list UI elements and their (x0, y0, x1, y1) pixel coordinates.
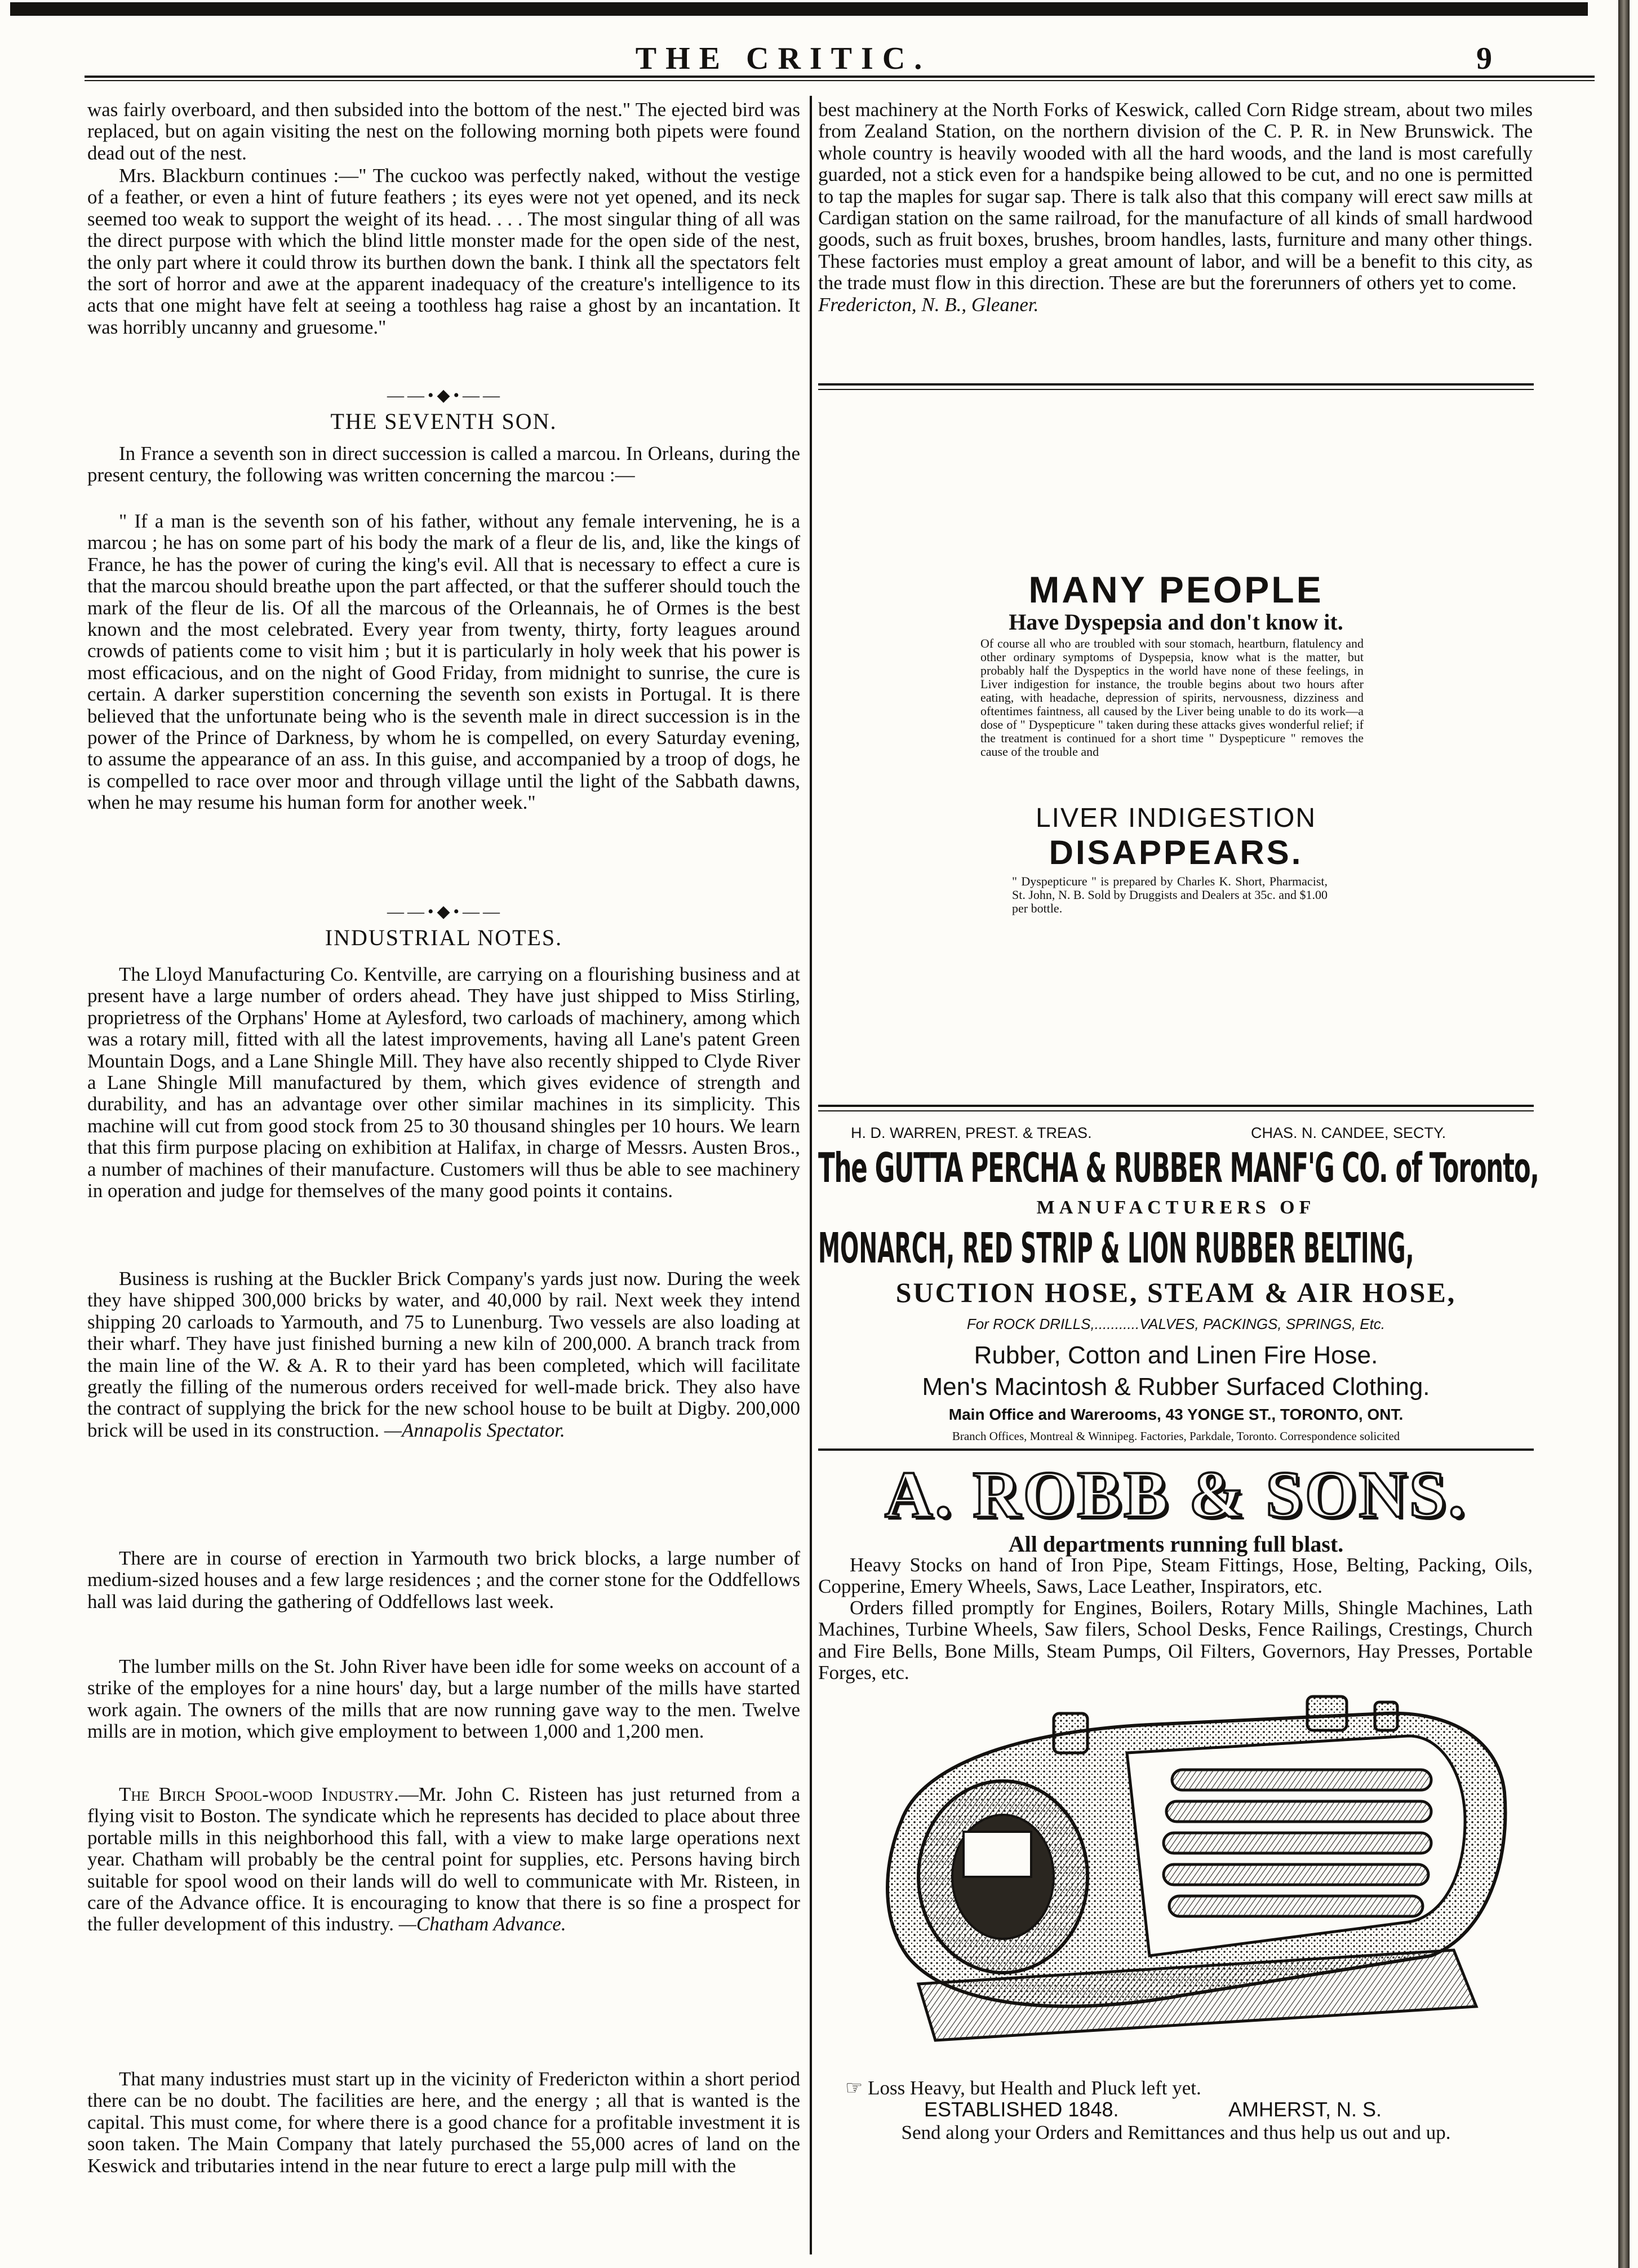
robb-closing: Send along your Orders and Remittances and thus help us out and up. (901, 2121, 1451, 2143)
birch-lead: The Birch Spool-wood Industry. (119, 1783, 399, 1805)
seventh-son-paragraph-2: " If a man is the seventh son of his father, without any female intervening, he is a marcou ; he has on some part of his body the mark of a fleur de lis, and, like the kings of France, he has the power of curing the king's evil. All that is necessary to effect a cure is that the marcou should breathe upon the part affected, or that the sufferer should touch the mark of the fleur de lis. Of all the marcous of the Orleannais, he of Ormes is the best known and the most celebrated. Every year from twenty, thirty, forty leagues around crowds of patients come to visit him ; but it is particularly in holy week that his power is most efficacious, and on the night of Good Friday, from midnight to sunrise, the cure is certain. A darker superstition concerning the seventh son exists in Portugal. It is there believed that the unfortunate being who is the seventh male in direct succession is in the power of the Prince of Darkness, by whom he is compelled, on every Saturday evening, to assume the appearance of an ass. In this guise, and accompanied by a troop of dogs, he is compelled to race over moor and through village until the light of the Sabbath dawns, when he may resume his human form for another week." (87, 510, 800, 814)
industrial-notes-heading: INDUSTRIAL NOTES. (325, 925, 563, 950)
right-rule-4 (818, 1110, 1534, 1111)
robb-name: A. ROBB & SONS. (885, 1458, 1467, 1531)
gutta-hose: SUCTION HOSE, STEAM & AIR HOSE, (895, 1277, 1457, 1308)
buckler-text: Business is rushing at the Buckler Brick Company's yards just now. During the week they have shipped 300,000 bricks by water, and 40,000 by rail. Next week they intend shipping 20 carloads to Yarmouth, and 75 to Lunenburg. Two vessels are also loading at their wharf. They have just finished burning a new kiln of 200,000. A branch track from the main line of the W. & A. R to their yard has been completed, which will facilitate greatly the filling of the numerous orders received for well-made brick. They also have the contract of supplying the brick for the new school house to be built at Digby. 200,000 brick will be used in its construction. (87, 1268, 800, 1441)
masthead-title: THE CRITIC. (635, 41, 931, 76)
gutta-manufacturers: MANUFACTURERS OF (1036, 1197, 1316, 1218)
masthead-rule-2 (85, 80, 1595, 81)
binding-edge (1618, 0, 1630, 2268)
column-divider (810, 96, 812, 2254)
dyspepsia-line-2: DISAPPEARS. (1049, 834, 1303, 871)
right-rule-5 (818, 1448, 1534, 1451)
birch-paragraph (87, 1784, 800, 1935)
cuckoo-paragraph-1: was fairly overboard, and then subsided into the bottom of the nest." The ejected bird was replaced, but on again visiting the nest on the following morning both pipets were found dead out of the nest. (87, 99, 800, 164)
dyspepsia-footer: " Dyspepticure " is prepared by Charles K. Short, Pharmacist, St. John, N. B. Sold by Druggists and Dealers at 35c. and $1.00 per bottle. (1012, 874, 1328, 915)
lloyd-paragraph: The Lloyd Manufacturing Co. Kentville, are carrying on a flourishing business and at present have a large number of orders ahead. They have just shipped to Miss Stirling, proprietress of the Orphans' Home at Aylesford, two carloads of machinery, among which was a rotary mill, fitted with all the latest improvements, having all Lane's patent Green Mountain Dogs, and a Lane Shingle Mill. They have also recently shipped to Clyde River a Lane Shingle Mill manufactured by them, which gives evidence of strength and durability, and has an advantage over other similar machines in its simplicity. This machine will cut from good stock from 25 to 30 thousand shingles per 10 hours. We learn that this firm purpose placing on exhibition at Halifax, in charge of Messrs. Austen Bros., a number of machines of their manufacture. Customers will thus be able to see machinery in operation and judge for themselves of the many good points it contains. (87, 963, 800, 1202)
robb-tagline: All departments running full blast. (1008, 1531, 1344, 1557)
gutta-president: H. D. WARREN, PREST. & TREAS. (851, 1124, 1092, 1141)
buckler-source: —Annapolis Spectator. (384, 1419, 565, 1441)
gutta-office: Main Office and Warerooms, 43 YONGE ST., TORONTO, ONT. (948, 1406, 1404, 1423)
top-rule-thick (10, 2, 1588, 16)
gutta-for-line: For ROCK DRILLS,...........VALVES, PACKINGS, SPRINGS, Etc. (966, 1315, 1386, 1332)
robb-loss-text: Loss Heavy, but Health and Pluck left yet. (868, 2077, 1201, 2099)
seventh-son-paragraph-1: In France a seventh son in direct succession is called a marcou. In Orleans, during the present century, the following was written concerning the marcou :— (87, 442, 800, 486)
gutta-belting: MONARCH, RED STRIP & LION RUBBER BELTING, (818, 1224, 1414, 1273)
lumber-paragraph: The lumber mills on the St. John River have been idle for some weeks on account of a strike of the employes for a nine hours' day, but a large number of the mills have started work again. The owners of the mills that are now running gave way to the men. Twelve mills are in motion, which give employment to between 1,000 and 1,200 men. (87, 1655, 800, 1743)
boiler-illustration (834, 1691, 1533, 2052)
divider-ornament-2: ——•◆•—— (387, 902, 504, 921)
boiler-firebox (918, 1781, 1087, 1973)
right-rule-3 (818, 1105, 1534, 1107)
gutta-secretary: CHAS. N. CANDEE, SECTY. (1251, 1124, 1446, 1141)
robb-orders: Orders filled promptly for Engines, Boilers, Rotary Mills, Shingle Machines, Lath Machines, Turbine Wheels, Saw filers, School Desks, Fence Railings, Crestings, Church and Fire Bells, Bone Mills, Steam Pumps, Oil Filters, Governors, Hay Presses, Portable Forges, etc. (818, 1597, 1533, 1684)
robb-loss (845, 2077, 1201, 2099)
right-rule-1 (818, 383, 1534, 386)
cuckoo-paragraph-2: Mrs. Blackburn continues :—" The cuckoo was perfectly naked, without the vestige of a feather, or even a hint of future feathers ; its eyes were not yet opened, and its neck seemed too weak to support the weight of its head. . . . The most singular thing of all was the direct purpose with which the blind little monster made for the open side of the nest, the only part where it could throw its burthen down the bank. I think all the spectators felt the sort of horror and awe at the apparent inadequacy of the creature's intelligence to its acts that one might have felt at seeing a toothless hag raise a ghost by an incantation. It was horribly uncanny and gruesome." (87, 165, 800, 338)
robb-location: AMHERST, N. S. (1228, 2098, 1382, 2121)
gutta-branches: Branch Offices, Montreal & Winnipeg. Factories, Parkdale, Toronto. Correspondence solicited (952, 1429, 1400, 1443)
birch-text: —Mr. John C. Risteen has just returned from a flying visit to Boston. The syndicate which he represents has decided to place about three portable mills in this neighborhood this fall, with a view to make large operations next year. Chatham will probably be the central point for supplies, etc. Persons having birch suitable for spool wood on their lands will do well to communicate with Mr. Risteen, in care of the Advance office. It is encouraging to know that there is so fine a prospect for the fuller development of this industry. (87, 1783, 800, 1935)
dyspepsia-body: Of course all who are troubled with sour stomach, heartburn, flatulency and other ordinary symptoms of Dyspepsia, know what is the matter, but probably half the Dyspeptics in the world have none of these feelings, in Liver indigestion for instance, the trouble begins about two hours after eating, with headache, depression of spirits, nervousness, dizziness and oftentimes faintness, all caused by the Liver being unable to do its work—a dose of " Dyspepticure " taken during these attacks gives wonderful relief; if the treatment is continued for a short time " Dyspepticure " removes the cause of the trouble and (980, 636, 1364, 759)
dyspepsia-subhead: Have Dyspepsia and don't know it. (1009, 609, 1343, 635)
gutta-clothing: Men's Macintosh & Rubber Surfaced Clothing. (922, 1373, 1430, 1401)
dyspepsia-line-1: LIVER INDIGESTION (1035, 803, 1317, 833)
keswick-text: best machinery at the North Forks of Keswick, called Corn Ridge stream, about two miles from Zealand Station, on the northern division of the C. P. R. in New Brunswick. The whole country is heavily wooded with all the hard woods, and the land is most carefully guarded, not a stick even for a handspike being allowed to be cut, and no one is permitted to tap the maples for sugar sap. There is talk also that this company will erect saw mills at Cardigan station on the same railroad, for the manufacture of all kinds of small hardwood goods, such as fruit boxes, brushes, broom handles, lasts, furniture and many other things. These factories must employ a great amount of labor, and will be a benefit to this city, as the trade must flow in this direction. These are but the forerunners of others yet to come. (818, 99, 1533, 294)
right-rule-2 (818, 389, 1534, 390)
robb-established: ESTABLISHED 1848. (924, 2098, 1119, 2121)
buckler-paragraph (87, 1268, 800, 1441)
gutta-fire-hose: Rubber, Cotton and Linen Fire Hose. (974, 1341, 1378, 1369)
yarmouth-paragraph: There are in course of erection in Yarmouth two brick blocks, a large number of medium-sized houses and a few large residences ; and the corner stone for the Oddfellows hall was laid during the gathering of Oddfellows last week. (87, 1547, 800, 1613)
divider-ornament: ——•◆•—— (387, 386, 504, 405)
birch-source: —Chatham Advance. (398, 1913, 566, 1935)
fredericton-paragraph: That many industries must start up in the vicinity of Fredericton within a short period there can be no doubt. The facilities are here, and the energy ; all that is wanted is the capital. This must come, for where there is a good chance for a profitable investment it is soon taken. The Main Company that lately purchased the 55,000 acres of land on the Keswick and tributaries intend in the near future to erect a large pulp mill with the (87, 2068, 800, 2177)
gutta-company: The GUTTA PERCHA & RUBBER MANF'G CO. of Toronto, (818, 1144, 1539, 1191)
keswick-continuation (818, 99, 1533, 316)
seventh-son-heading: THE SEVENTH SON. (330, 409, 557, 434)
keswick-source: Fredericton, N. B., Gleaner. (818, 293, 1039, 316)
robb-stock: Heavy Stocks on hand of Iron Pipe, Steam Fittings, Hose, Belting, Packing, Oils, Copperine, Emery Wheels, Saws, Lace Leather, Inspirators, etc. (818, 1554, 1533, 1598)
pointing-hand-icon: ☞ (845, 2077, 863, 2099)
page-number: 9 (1476, 41, 1492, 76)
dyspepsia-headline: MANY PEOPLE (1028, 569, 1324, 610)
